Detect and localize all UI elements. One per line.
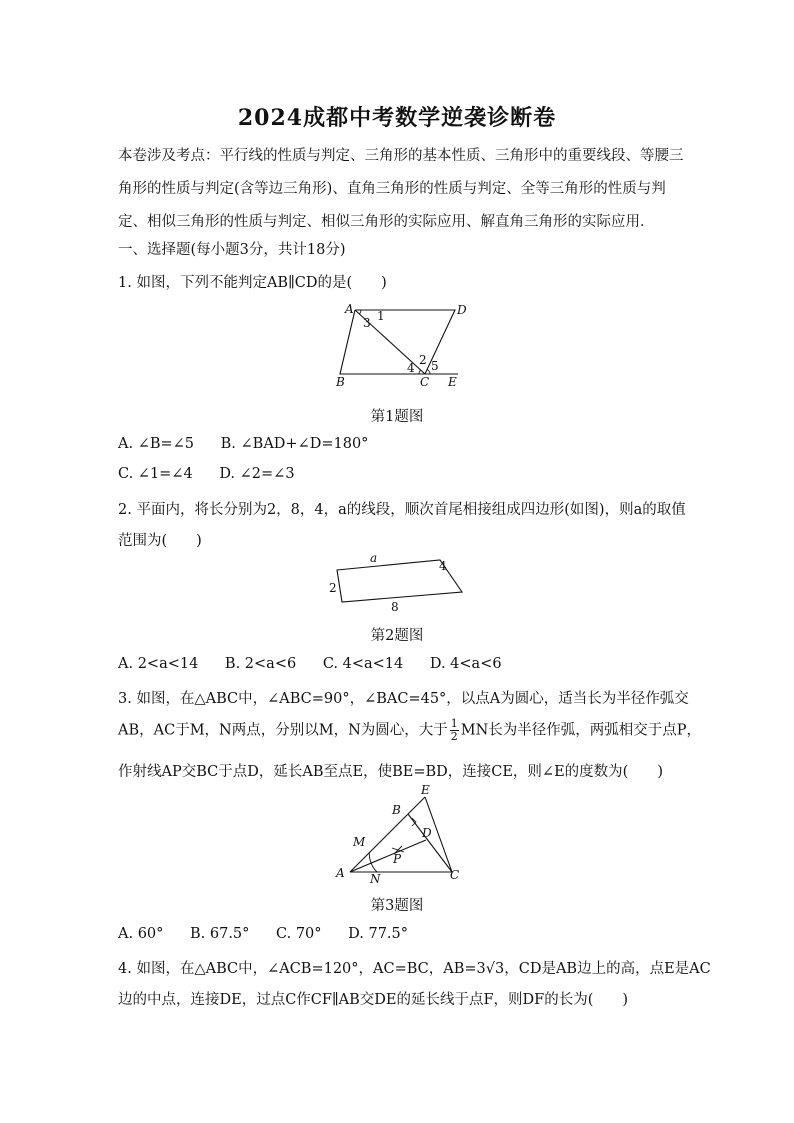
q3-label-M: M (353, 835, 366, 849)
q1-option-D[interactable]: D. ∠2=∠3 (219, 466, 295, 482)
q1-label-4: 4 (407, 361, 415, 375)
q1-label-E: E (448, 375, 457, 389)
question-2-stem-line1: 2. 平面内，将长分别为2，8，4，a的线段，顺次首尾相接组成四边形(如图)，则a的取值 (118, 502, 686, 518)
q3-option-A[interactable]: A. 60° (118, 926, 164, 942)
q3-label-A: A (336, 866, 345, 880)
question-1-options-row1 (118, 436, 390, 452)
question-1-figure (330, 300, 470, 395)
q1-option-C[interactable]: C. ∠1=∠4 (118, 466, 193, 482)
q1-label-D: D (457, 303, 467, 317)
q3-label-C: C (450, 868, 460, 882)
q2-option-C[interactable]: C. 4<a<14 (322, 656, 404, 672)
question-2-options (118, 656, 524, 672)
q2-option-B[interactable]: B. 2<a<6 (224, 656, 297, 672)
question-3-figure (330, 782, 465, 887)
q1-option-A[interactable]: A. ∠B=∠5 (118, 436, 195, 452)
q2-option-D[interactable]: D. 4<a<6 (429, 656, 502, 672)
question-3-stem-line3: 作射线AP交BC于点D，延长AB至点E，使BE=BD，连接CE，则∠E的度数为( ) (118, 764, 663, 780)
q1-label-5: 5 (431, 359, 439, 373)
question-3-caption: 第3题图 (370, 898, 424, 914)
q3-option-B[interactable]: B. 67.5° (190, 926, 250, 942)
question-2-caption: 第2题图 (370, 628, 424, 644)
section-heading: 一、选择题(每小题3分，共计18分) (118, 242, 346, 258)
q3-option-C[interactable]: C. 70° (276, 926, 322, 942)
question-3-stem-line1: 3. 如图，在△ABC中，∠ABC=90°，∠BAC=45°，以点A为圆心，适当长为半径作弧交 (118, 691, 689, 707)
q1-label-B: B (336, 375, 345, 389)
q2-label-8: 8 (391, 600, 399, 614)
question-1-stem: 1. 如图，下列不能判定AB∥CD的是( ) (118, 275, 387, 291)
q3-frac-num: 1 (450, 717, 458, 730)
q2-label-2: 2 (329, 581, 337, 595)
q1-label-1: 1 (377, 309, 385, 323)
q2-option-A[interactable]: A. 2<a<14 (118, 656, 199, 672)
q2-label-a: a (370, 551, 378, 565)
page-title: 2024成都中考数学逆袭诊断卷 (237, 105, 557, 131)
question-4-stem-line1: 4. 如图，在△ABC中，∠ACB=120°，AC=BC，AB=3√3，CD是AB边上的高，点E是AC (118, 961, 711, 977)
q3-option-D[interactable]: D. 77.5° (348, 926, 409, 942)
q3-label-N: N (370, 872, 381, 886)
question-3-stem-line2 (118, 718, 701, 743)
q3-stem-part-a: AB，AC于M，N两点，分别以M，N为圆心，大于 (118, 722, 448, 739)
question-2-figure (325, 550, 475, 615)
q1-label-A: A (345, 302, 354, 316)
q3-frac-den: 2 (450, 730, 458, 743)
intro-paragraph: 本卷涉及考点：平行线的性质与判定、三角形的基本性质、三角形中的重要线段、等腰三角形的性质与判定(含等边三角形)、直角三角形的性质与判定、全等三角形的性质与判定、相似三角形的性质与判定、相似三角形的实际应用、解直角三角形的实际应用． (118, 148, 684, 230)
q1-label-3: 3 (363, 316, 371, 330)
q3-fraction (450, 718, 459, 743)
q3-label-P: P (393, 852, 402, 866)
q1-label-C: C (420, 375, 430, 389)
question-3-options (118, 926, 430, 942)
q1-option-B[interactable]: B. ∠BAD+∠D=180° (220, 436, 369, 452)
q3-label-E: E (421, 783, 430, 797)
question-4-stem-line2: 边的中点，连接DE，过点C作CF∥AB交DE的延长线于点F，则DF的长为( ) (118, 992, 629, 1008)
question-1-options-row2 (118, 466, 317, 482)
question-1-caption: 第1题图 (370, 409, 424, 425)
question-2-stem-line2: 范围为( ) (118, 533, 202, 549)
q3-label-B: B (392, 803, 401, 817)
q2-label-4: 4 (439, 559, 447, 573)
q1-label-2: 2 (419, 353, 427, 367)
q3-stem-part-b: MN长为半径作弧，两弧相交于点P， (460, 722, 702, 739)
q3-label-D: D (422, 826, 432, 840)
